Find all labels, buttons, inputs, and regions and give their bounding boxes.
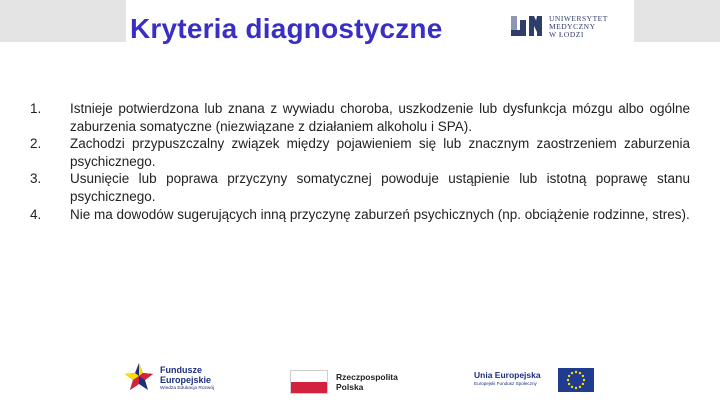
list-item-number: 2.: [30, 136, 42, 152]
list-item: [30, 206, 690, 224]
eu-flag-icon: [558, 368, 594, 392]
logo-line-3: W ŁODZI: [549, 30, 584, 39]
fe-line-2: Europejskie: [160, 375, 212, 385]
list-item-text: Istnieje potwierdzona lub znana z wywiadu choroba, uszkodzenie lub dysfunkcja mózgu albo ogólne zaburzenia somatyczne (niezwiązane z działaniem alkoholu i SPA).: [70, 101, 690, 134]
fe-line-1: Fundusze: [160, 365, 202, 375]
logo-line-1: UNIWERSYTET: [549, 14, 608, 23]
criteria-list: [30, 100, 690, 223]
list-item: [30, 170, 690, 205]
unia-europejska-logo: [474, 368, 596, 398]
list-item-text: Nie ma dowodów sugerujących inną przyczynę zaburzeń psychicznych (np. obciążenie rodzinne, stres).: [70, 206, 690, 222]
rp-line-2: Polska: [336, 382, 364, 392]
list-item-number: 1.: [30, 101, 42, 116]
fe-star-icon: [124, 362, 154, 392]
university-logo-mark-icon: [511, 14, 545, 38]
rzeczpospolita-polska-logo: [290, 366, 410, 396]
list-item-text: Usunięcie lub poprawa przyczyny somatycznej powoduje ustąpienie lub istotną poprawę stanu psychicznego.: [70, 171, 690, 204]
rp-text: [336, 372, 398, 392]
ue-text: [474, 370, 541, 388]
fe-text: [160, 365, 214, 392]
footer-logos: [0, 352, 720, 405]
ue-subtitle: Europejski Fundusz Społeczny: [474, 381, 537, 386]
fundusze-europejskie-logo: [124, 360, 234, 396]
university-logo: [511, 14, 621, 42]
list-item-text: Zachodzi przypuszczalny związek między pojawieniem się lub znacznym zaostrzeniem zaburzenia psychicznego.: [70, 136, 690, 169]
list-item-number: 3.: [30, 171, 42, 187]
list-item: [30, 100, 690, 135]
list-item: [30, 135, 690, 170]
fe-subtitle: Wiedza Edukacja Rozwój: [160, 386, 215, 391]
university-logo-text: [549, 15, 608, 39]
ue-name: Unia Europejska: [474, 370, 541, 380]
logo-line-2: MEDYCZNY: [549, 22, 596, 31]
page-title: Kryteria diagnostyczne: [130, 13, 443, 44]
rp-line-1: Rzeczpospolita: [336, 372, 398, 382]
poland-flag-icon: [290, 370, 328, 394]
list-item-number: 4.: [30, 206, 42, 222]
